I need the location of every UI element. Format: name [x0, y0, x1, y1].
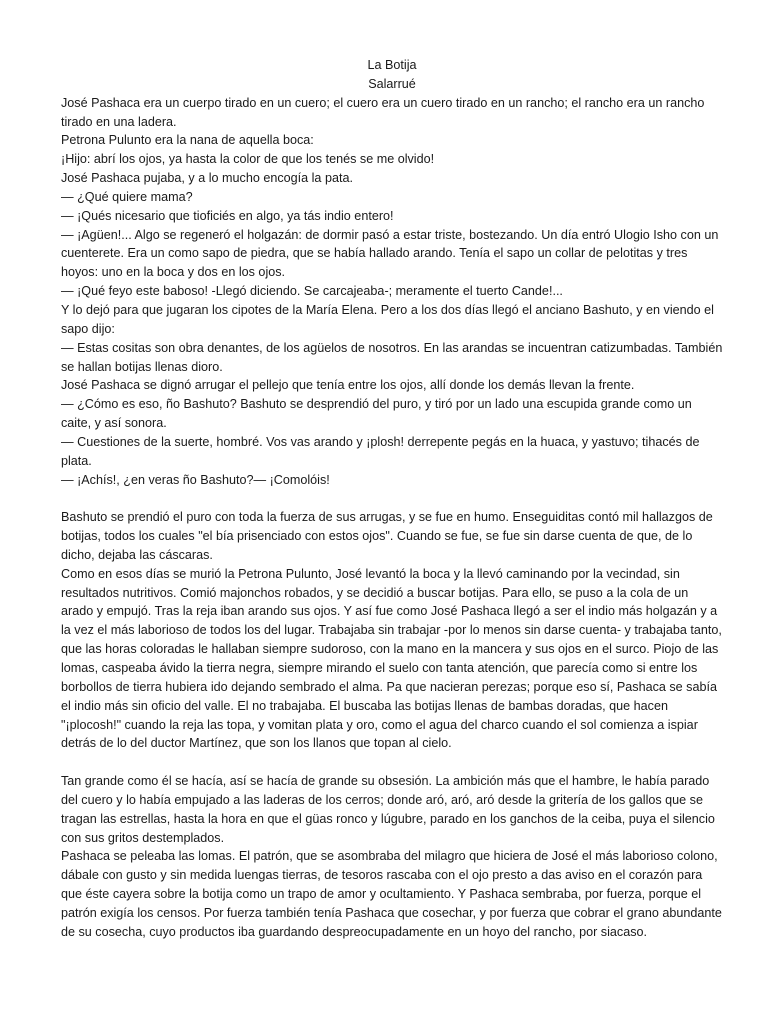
paragraph-spacer	[61, 753, 723, 772]
paragraph: — Cuestiones de la suerte, hombré. Vos vas arando y ¡plosh! derrepente pegás en la huaca, y yastuvo; tihacés de plata.	[61, 434, 700, 468]
title-block	[61, 56, 723, 94]
paragraph: José Pashaca pujaba, y a lo mucho encogía la pata.	[61, 171, 353, 186]
paragraph: Y lo dejó para que jugaran los cipotes de la María Elena. Pero a los dos días llegó el anciano Bashuto, y en viendo el sapo dijo:	[61, 302, 714, 336]
paragraph: Pashaca se peleaba las lomas. El patrón, que se asombraba del milagro que hiciera de José el más laborioso colono, dábale con gusto y sin medida luengas tierras, de tesoros rascaba con el ojo presto a das aviso en el corazón para que éste cayera sobre la botija como un trapo de amor y ocultamiento. Y Pashaca sembraba, por fuerza, porque el patrón exigía los censos. Por fuerza también tenía Pashaca que cosechar, y por fuerza que cobrar el grano abundante de su cosecha, cuyo productos iba guardando despreocupadamente en un hoyo del rancho, por siacaso.	[61, 849, 722, 939]
paragraph: Bashuto se prendió el puro con toda la fuerza de sus arrugas, y se fue en humo. Enseguiditas contó mil hallazgos de botijas, todos los cuales "el bía prisenciado con estos ojos". Cuando se fue, se fue sin darse cuenta de que, de lo dicho, dejaba las cáscaras.	[61, 510, 713, 562]
paragraph: — ¿Cómo es eso, ño Bashuto? Bashuto se desprendió del puro, y tiró por un lado una escupida grande como un caite, y así sonora.	[61, 397, 692, 431]
paragraph: Como en esos días se murió la Petrona Pulunto, José levantó la boca y la llevó caminando por la vecindad, sin resultados nutritivos. Comió majonchos robados, y se decidió a buscar botijas. Para ello, se puso a la cola de un arado y empujó. Tras la reja iban arando sus ojos. Y así fue como José Pashaca llegó a ser el indio más holgazán y a la vez el más laborioso de todos los del lugar. Trabajaba sin trabajar -por lo menos sin darse cuenta- y trabajaba tanto, que las horas coloradas le hallaban siempre sudoroso, con la mano en la mancera y sus ojos en el surco. Piojo de las lomas, caspeaba ávido la tierra negra, siempre mirando el suelo con tanta atención, que parecía como si entre los borbollos de tierra hubiera ido dejando sembrado el alma. Pa que nacieran perezas; porque eso sí, Pashaca se sabía el indio más sin oficio del valle. El no trabajaba. El buscaba las botijas llenas de bambas doradas, que hacen "¡plocosh!" cuando la reja las topa, y vomitan plata y oro, como el agua del charco cuando el sol comienza a ispiar detrás de lo del ductor Martínez, que son los llanos que topan al cielo.	[61, 566, 722, 751]
paragraph: — ¿Qué quiere mama?	[61, 189, 193, 204]
document-author: Salarrué	[368, 76, 416, 91]
paragraph: José Pashaca se dignó arrugar el pellejo que tenía entre los ojos, allí donde los demás llevan la frente.	[61, 378, 635, 393]
paragraph: — ¡Agüen!... Algo se regeneró el holgazán: de dormir pasó a estar triste, bostezando. Un día entró Ulogio Isho con un cuenterete. Era un como sapo de piedra, que se había hallado arando. Tenía el sapo un collar de pelotitas y tres hoyos: uno en la boca y dos en los ojos.	[61, 227, 719, 280]
document-body	[61, 94, 723, 942]
paragraph: — ¡Achís!, ¿en veras ño Bashuto?— ¡Comolóis!	[61, 472, 330, 487]
paragraph: — ¡Qués nicesario que tioficiés en algo, ya tás indio entero!	[61, 208, 394, 223]
paragraph: José Pashaca era un cuerpo tirado en un cuero; el cuero era un cuero tirado en un rancho; el rancho era un rancho tirado en una ladera.	[61, 95, 705, 129]
paragraph-spacer	[61, 489, 723, 508]
paragraph: — Estas cositas son obra denantes, de los agüelos de nosotros. En las arandas se incuentran catizumbadas. También se hallan botijas llenas dioro.	[61, 340, 723, 374]
paragraph: ¡Hijo: abrí los ojos, ya hasta la color de que los tenés se me olvido!	[61, 152, 435, 167]
document-title: La Botija	[367, 58, 417, 72]
paragraph: Petrona Pulunto era la nana de aquella boca:	[61, 133, 314, 148]
paragraph: Tan grande como él se hacía, así se hacía de grande su obsesión. La ambición más que el hambre, le había parado del cuero y lo había empujado a las laderas de los cerros; donde aró, aró, aró desde la gritería de los gallos que se tragan las estrellas, hasta la hora en que el güas ronco y lúgubre, parado en los ganchos de la ceiba, puya el silencio con sus gritos destemplados.	[61, 774, 715, 845]
paragraph: — ¡Qué feyo este baboso! -Llegó diciendo. Se carcajeaba-; meramente el tuerto Cande!...	[61, 284, 563, 299]
document-page	[61, 56, 723, 942]
